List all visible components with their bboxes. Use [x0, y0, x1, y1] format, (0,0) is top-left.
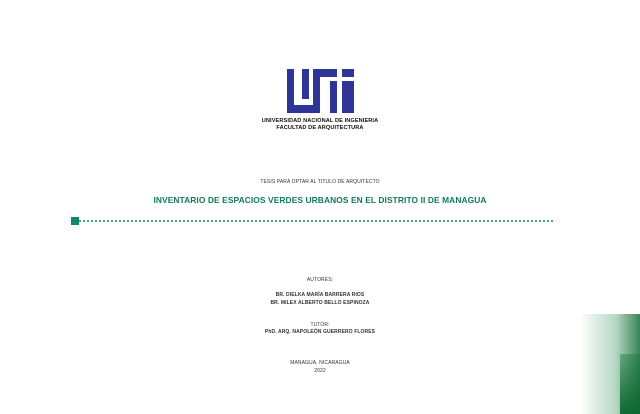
- corner-decoration-dark: [620, 354, 640, 414]
- place: MANAGUA, NICARAGUA: [290, 360, 350, 366]
- uni-logo-icon: [287, 69, 354, 113]
- author-1: BR. DIELKA MARÍA BARRERA RIOS: [275, 292, 365, 298]
- tutor-label: TUTOR:: [310, 322, 330, 328]
- tutor-name: PhD. ARQ. NAPOLEÓN GUERRERO FLORES: [264, 329, 376, 335]
- university-name: UNIVERSIDAD NACIONAL DE INGENIERIA: [261, 118, 379, 124]
- year: 2022: [314, 368, 326, 374]
- thesis-purpose: TESIS PARA OPTAR AL TITULO DE ARQUITECTO: [260, 179, 380, 185]
- authors-label: AUTORES:: [306, 277, 334, 283]
- author-2: BR. MILEX ALBERTO BELLO ESPINOZA: [270, 300, 370, 306]
- divider-line: [79, 220, 553, 222]
- divider-square: [71, 217, 79, 225]
- thesis-title: INVENTARIO DE ESPACIOS VERDES URBANOS EN EL DISTRITO II DE MANAGUA: [153, 195, 487, 205]
- faculty-name: FACULTAD DE ARQUITECTURA: [276, 125, 364, 131]
